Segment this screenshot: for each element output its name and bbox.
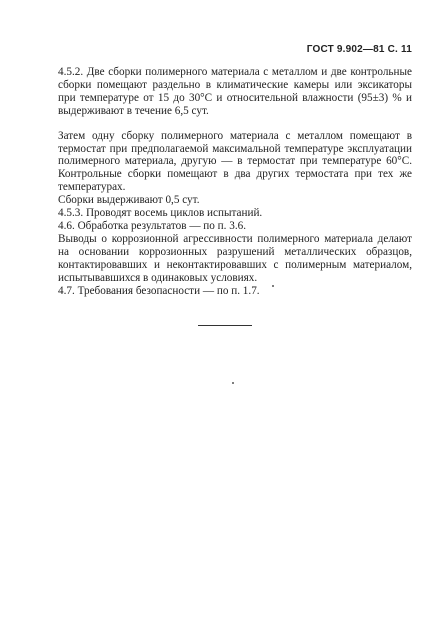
page-header: ГОСТ 9.902—81 С. 11 (306, 44, 412, 55)
speck (272, 285, 274, 287)
section-end-rule (198, 325, 252, 326)
paragraph-conclusions: Выводы о коррозионной агрессивности полимерного материала делают на основании коррозионных разрушений металлических образцов, контактировавших и неконтактировавших с полимерным материалом, испытывавшихся в одинаковых условиях. (58, 232, 412, 284)
paragraph-hold: Сборки выдерживают 0,5 сут. (58, 194, 200, 207)
paragraph-4-5-2: 4.5.2. Две сборки полимерного материала с металлом и две контрольные сборки помещают раздельно в климатические камеры или эксикаторы при температуре от 15 до 30°C и относительной влажности (95±3) % и выдерживают в течение 6,5 сут. (58, 66, 412, 117)
paragraph-4-6: 4.6. Обработка результатов — по п. 3.6. (58, 219, 247, 232)
document-body (58, 66, 412, 297)
speck (232, 382, 234, 384)
paragraph-then: Затем одну сборку полимерного материала с металлом помещают в термостат при предполагаемой максимальной температуре эксплуатации полимерного материала, другую — в термостат при температуре 60°C. Контрольные сборки помещают в два других термостата при тех же температурах. (58, 129, 412, 194)
paragraph-4-7: 4.7. Требования безопасности — по п. 1.7. (58, 284, 260, 297)
paragraph-4-5-3: 4.5.3. Проводят восемь циклов испытаний. (58, 207, 263, 220)
